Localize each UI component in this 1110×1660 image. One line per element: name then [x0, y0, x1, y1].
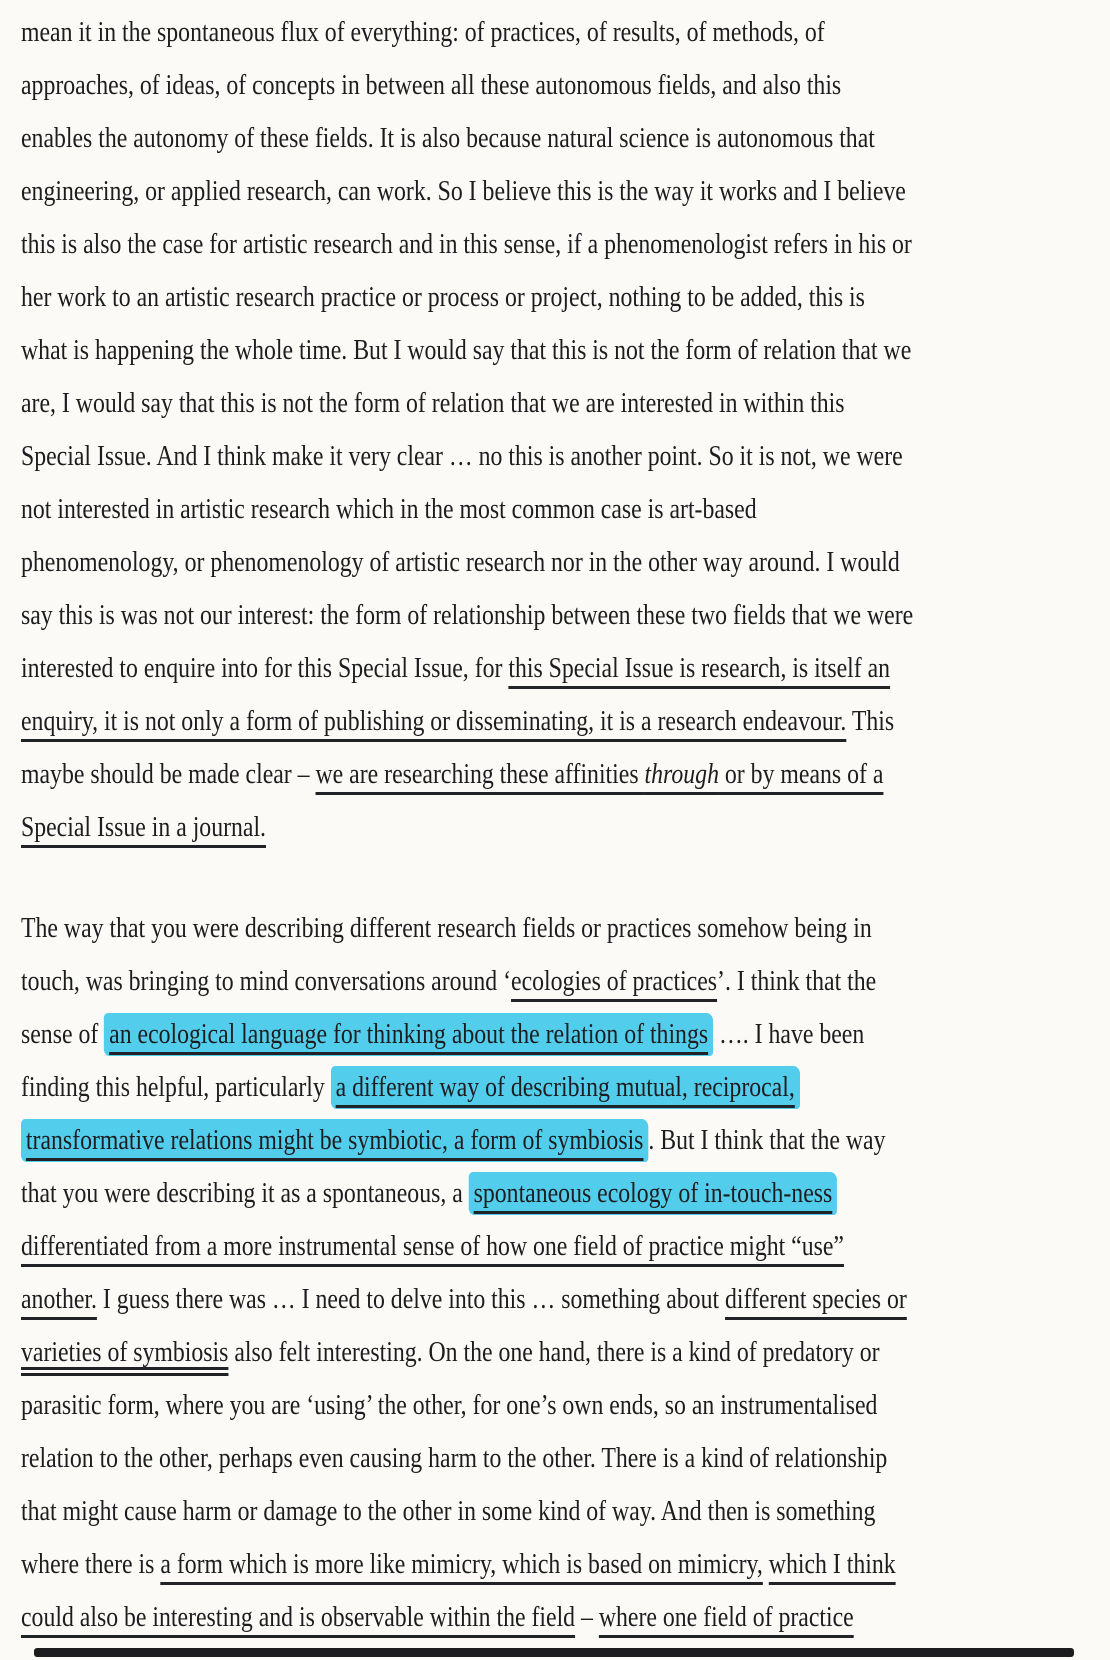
text-segment: touch, was bringing to mind conversations around ‘: [21, 965, 512, 997]
text-line: [21, 1008, 1110, 1061]
text-segment: …. I have been: [713, 1018, 865, 1050]
text-line: [21, 1379, 1110, 1432]
text-line: [21, 1326, 1110, 1379]
scan-artifact-bar: [34, 1648, 1074, 1657]
text-segment: approaches, of ideas, of concepts in between all these autonomous fields, and also this: [21, 69, 842, 101]
text-line: [21, 1591, 1110, 1644]
text-segment: phenomenology, or phenomenology of artistic research nor in the other way around. I would: [21, 546, 900, 578]
text-line: [21, 59, 1110, 112]
text-segment: not interested in artistic research which in the most common case is art-based: [21, 493, 757, 525]
underlined-text: ecologies of practices: [511, 965, 718, 997]
text-segment: Special Issue. And I think make it very clear … no this is another point. So it is not, we were: [21, 440, 903, 472]
text-segment: where there is: [21, 1548, 161, 1580]
text-line: [21, 112, 1110, 165]
text-segment: . But I think that the way: [648, 1124, 886, 1156]
underlined-text: Special Issue in a journal.: [21, 811, 267, 843]
underlined-text: differentiated from a more instrumental sense of how one field of practice might “use”: [21, 1230, 844, 1262]
text-line: [21, 165, 1110, 218]
text-line: [21, 1538, 1110, 1591]
text-line: [21, 6, 1110, 59]
text-segment: interested to enquire into for this Special Issue, for: [21, 652, 509, 684]
text-line: [21, 536, 1110, 589]
text-line: [21, 955, 1110, 1008]
document-content: [21, 6, 1110, 1644]
text-segment: –: [575, 1601, 599, 1633]
text-segment: her work to an artistic research practice or process or project, nothing to be added, this is: [21, 281, 865, 313]
text-line: [21, 801, 1110, 854]
text-line: [21, 902, 1110, 955]
text-segment: what is happening the whole time. But I would say that this is not the form of relation that we: [21, 334, 912, 366]
text-line: [21, 589, 1110, 642]
text-line: [21, 483, 1110, 536]
text-line: [21, 1220, 1110, 1273]
text-segment: parasitic form, where you are ‘using’ the other, for one’s own ends, so an instrumentalised: [21, 1389, 878, 1421]
text-segment: engineering, or applied research, can work. So I believe this is the way it works and I believe: [21, 175, 906, 207]
underlined-text: this Special Issue is research, is itself an: [508, 652, 891, 684]
text-segment: relation to the other, perhaps even causing harm to the other. There is a kind of relationship: [21, 1442, 888, 1474]
text-line: [21, 218, 1110, 271]
text-line: [21, 1114, 1110, 1167]
underlined-text: which I think: [768, 1548, 896, 1580]
text-line: [21, 377, 1110, 430]
highlighted-text: spontaneous ecology of in-touch-ness: [469, 1172, 837, 1215]
text-segment: ’. I think that the: [717, 965, 877, 997]
text-line: [21, 695, 1110, 748]
text-segment: that might cause harm or damage to the other in some kind of way. And then is something: [21, 1495, 876, 1527]
underlined-text: varieties of symbiosis: [21, 1336, 228, 1376]
underlined-text: different species or: [725, 1283, 907, 1315]
text-line: [21, 430, 1110, 483]
text-line: [21, 271, 1110, 324]
text-segment: I guess there was … I need to delve into this … something about: [96, 1283, 726, 1315]
text-segment: are, I would say that this is not the form of relation that we are interested in within this: [21, 387, 845, 419]
text-segment: also felt interesting. On the one hand, there is a kind of predatory or: [228, 1336, 880, 1368]
underlined-text: another.: [21, 1283, 97, 1315]
text-segment: this is also the case for artistic research and in this sense, if a phenomenologist refers in his or: [21, 228, 912, 260]
highlighted-text: an ecological language for thinking about the relation of things: [104, 1013, 713, 1056]
text-segment: sense of: [21, 1018, 105, 1050]
text-line: [21, 1167, 1110, 1220]
underlined-text: we are researching these affinities: [315, 758, 645, 790]
text-line: [21, 324, 1110, 377]
text-segment: say this is was not our interest: the form of relationship between these two fields that we were: [21, 599, 914, 631]
text-line: [21, 1061, 1110, 1114]
underlined-text: where one field of practice: [598, 1601, 854, 1633]
text-segment: enables the autonomy of these fields. It is also because natural science is autonomous that: [21, 122, 875, 154]
underlined-text: could also be interesting and is observable within the field: [21, 1601, 576, 1633]
underlined-text: through: [644, 758, 719, 790]
underlined-text: enquiry, it is not only a form of publishing or disseminating, it is a research endeavour.: [21, 705, 847, 737]
text-line: [21, 1432, 1110, 1485]
text-segment: that you were describing it as a spontaneous, a: [21, 1177, 469, 1209]
text-segment: maybe should be made clear –: [21, 758, 316, 790]
highlighted-text: a different way of describing mutual, reciprocal,: [331, 1066, 800, 1109]
underlined-text: a form which is more like mimicry, which is based on mimicry,: [160, 1548, 763, 1580]
paragraph-1: [21, 6, 1110, 854]
text-segment: finding this helpful, particularly: [21, 1071, 331, 1103]
text-line: [21, 748, 1110, 801]
text-segment: This: [846, 705, 895, 737]
underlined-text: or by means of a: [718, 758, 884, 790]
highlighted-text: transformative relations might be symbiotic, a form of symbiosis: [21, 1119, 648, 1162]
paragraph-2: [21, 902, 1110, 1644]
text-line: [21, 642, 1110, 695]
text-line: [21, 1485, 1110, 1538]
text-segment: The way that you were describing different research fields or practices somehow being in: [21, 912, 872, 944]
text-segment: mean it in the spontaneous flux of everything: of practices, of results, of methods, of: [21, 16, 825, 48]
text-line: [21, 1273, 1110, 1326]
